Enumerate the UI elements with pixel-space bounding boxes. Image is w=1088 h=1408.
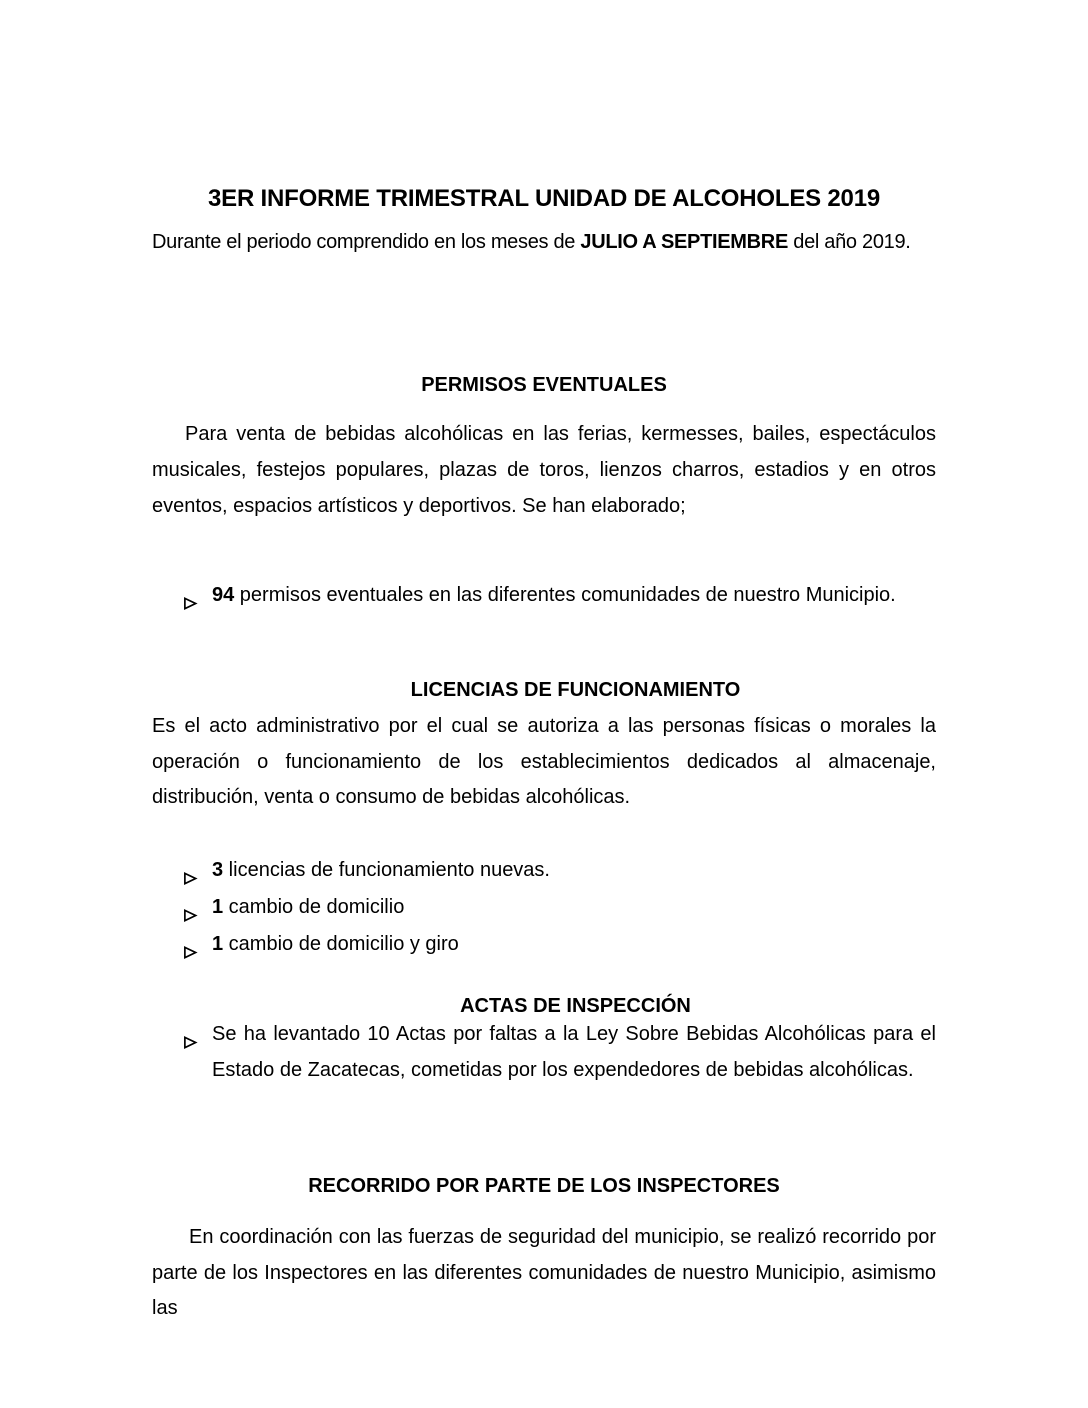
intro-paragraph <box>152 227 952 257</box>
arrowhead-bullet-icon <box>183 936 198 951</box>
arrowhead-bullet-icon <box>183 587 198 602</box>
bullet-value: 1 <box>212 896 224 918</box>
bullet-value: 1 <box>212 933 224 955</box>
recorrido-paragraph: En coordinación con las fuerzas de seguridad del municipio, se realizó recorrido por parte de los Inspectores en las diferentes comunidades de nuestro Municipio, asimismo las <box>152 1226 936 1319</box>
bullet-value: 94 <box>212 584 235 606</box>
intro-text-prefix: Durante el periodo comprendido en los meses de <box>152 231 581 253</box>
bullet-value: 3 <box>212 859 224 881</box>
bullet-licencias-nuevas <box>152 852 936 888</box>
licencias-paragraph: Es el acto administrativo por el cual se autoriza a las personas físicas o morales la operación o funcionamiento de los establecimientos dedicados al almacenaje, distribución, venta o consumo de bebidas alcohólicas. <box>152 715 936 808</box>
bullet-text: licencias de funcionamiento nuevas. <box>223 859 550 881</box>
bullet-permisos-count <box>152 577 936 613</box>
section-heading-licencias: LICENCIAS DE FUNCIONAMIENTO <box>410 679 741 701</box>
section-heading-permisos: PERMISOS EVENTUALES <box>421 374 667 396</box>
bullet-cambio-domicilio <box>152 889 936 925</box>
bullet-text: cambio de domicilio y giro <box>223 933 459 955</box>
intro-text-suffix: del año 2019. <box>787 231 911 253</box>
bullet-cambio-domicilio-giro <box>152 926 936 962</box>
bullet-text: cambio de domicilio <box>223 896 405 918</box>
arrowhead-bullet-icon <box>183 862 198 877</box>
bullet-text: permisos eventuales en las diferentes comunidades de nuestro Municipio. <box>234 584 896 606</box>
arrowhead-bullet-icon <box>183 1026 198 1041</box>
section-heading-recorrido: RECORRIDO POR PARTE DE LOS INSPECTORES <box>308 1175 780 1197</box>
page-title: 3ER INFORME TRIMESTRAL UNIDAD DE ALCOHOLES 2019 <box>207 185 880 212</box>
bullet-text: Se ha levantado 10 Actas por faltas a la Ley Sobre Bebidas Alcohólicas para el Estado de Zacatecas, cometidas por los expendedores de bebidas alcohólicas. <box>212 1023 936 1081</box>
intro-text-bold: JULIO A SEPTIEMBRE <box>580 231 788 253</box>
section-heading-actas: ACTAS DE INSPECCIÓN <box>460 995 691 1017</box>
bullet-actas-levantadas <box>152 1016 936 1088</box>
permisos-paragraph: Para venta de bebidas alcohólicas en las ferias, kermesses, bailes, espectáculos musicales, festejos populares, plazas de toros, lienzos charros, estadios y en otros eventos, espacios artísticos y deportivos. Se han elaborado; <box>152 423 936 517</box>
arrowhead-bullet-icon <box>183 899 198 914</box>
